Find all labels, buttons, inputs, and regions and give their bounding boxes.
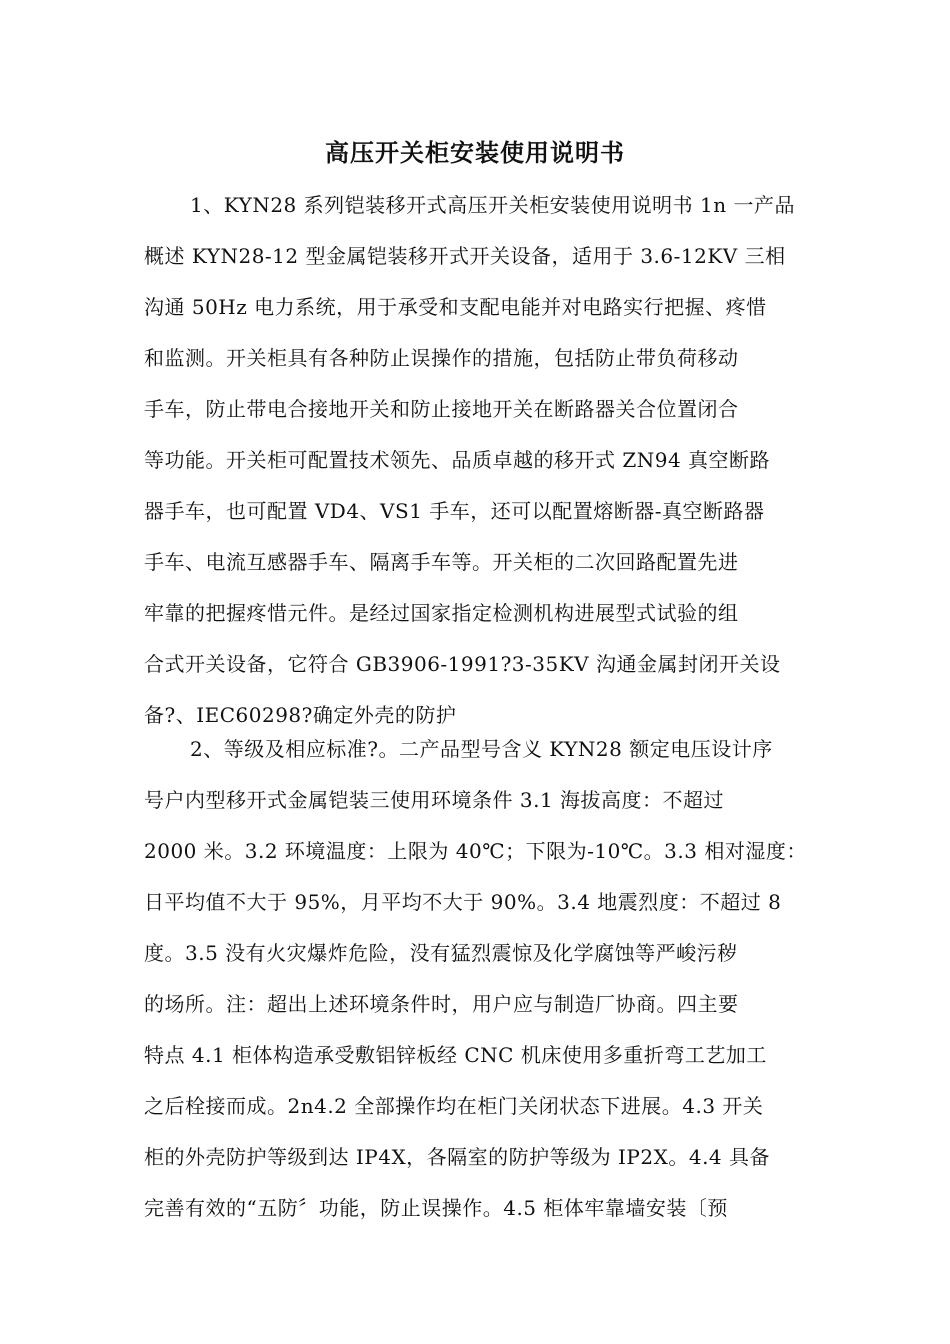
paragraph-line: 1、KYN28 系列铠装移开式高压开关柜安装使用说明书 1n 一产品 <box>190 193 795 217</box>
paragraph-line: 日平均值不大于 95%，月平均不大于 90%。3.4 地震烈度：不超过 8 <box>144 890 782 914</box>
paragraph-line: 手车，防止带电合接地开关和防止接地开关在断路器关合位置闭合 <box>144 397 739 421</box>
paragraph-line: 合式开关设备，它符合 GB3906-1991?3-35KV 沟通金属封闭开关设 <box>144 652 781 676</box>
paragraph-line: 柜的外壳防护等级到达 IP4X，各隔室的防护等级为 IP2X。4.4 具备 <box>144 1145 771 1169</box>
paragraph-line: 器手车，也可配置 VD4、VS1 手车，还可以配置熔断器-真空断路器 <box>144 499 765 523</box>
paragraph-1 <box>144 180 814 741</box>
paragraph-line: 2000 米。3.2 环境温度：上限为 40℃；下限为-10℃。3.3 相对湿度： <box>144 839 807 863</box>
paragraph-line: 和监测。开关柜具有各种防止误操作的措施，包括防止带负荷移动 <box>144 346 739 370</box>
paragraph-line: 2、等级及相应标准?。二产品型号含义 KYN28 额定电压设计序 <box>190 737 773 761</box>
paragraph-line: 牢靠的把握疼惜元件。是经过国家指定检测机构进展型式试验的组 <box>144 601 739 625</box>
paragraph-line: 概述 KYN28-12 型金属铠装移开式开关设备，适用于 3.6-12KV 三相 <box>144 244 786 268</box>
paragraph-line: 手车、电流互感器手车、隔离手车等。开关柜的二次回路配置先进 <box>144 550 739 574</box>
paragraph-line: 之后栓接而成。2n4.2 全部操作均在柜门关闭状态下进展。4.3 开关 <box>144 1094 764 1118</box>
paragraph-line: 的场所。注：超出上述环境条件时，用户应与制造厂协商。四主要 <box>144 992 739 1016</box>
paragraph-2 <box>144 724 814 1234</box>
paragraph-line: 等功能。开关柜可配置技术领先、品质卓越的移开式 ZN94 真空断路 <box>144 448 771 472</box>
paragraph-line: 备?、IEC60298?确定外壳的防护 <box>144 703 457 727</box>
paragraph-line: 完善有效的“五防〞功能，防止误操作。4.5 柜体牢靠墙安装〔预 <box>144 1196 728 1220</box>
paragraph-line: 号户内型移开式金属铠装三使用环境条件 3.1 海拔高度：不超过 <box>144 788 725 812</box>
paragraph-line: 沟通 50Hz 电力系统，用于承受和支配电能并对电路实行把握、疼惜 <box>144 295 767 319</box>
document-title: 高压开关柜安装使用说明书 <box>325 138 625 167</box>
paragraph-line: 特点 4.1 柜体构造承受敷铝锌板经 CNC 机床使用多重折弯工艺加工 <box>144 1043 767 1067</box>
paragraph-line: 度。3.5 没有火灾爆炸危险，没有猛烈震惊及化学腐蚀等严峻污秽 <box>144 941 738 965</box>
